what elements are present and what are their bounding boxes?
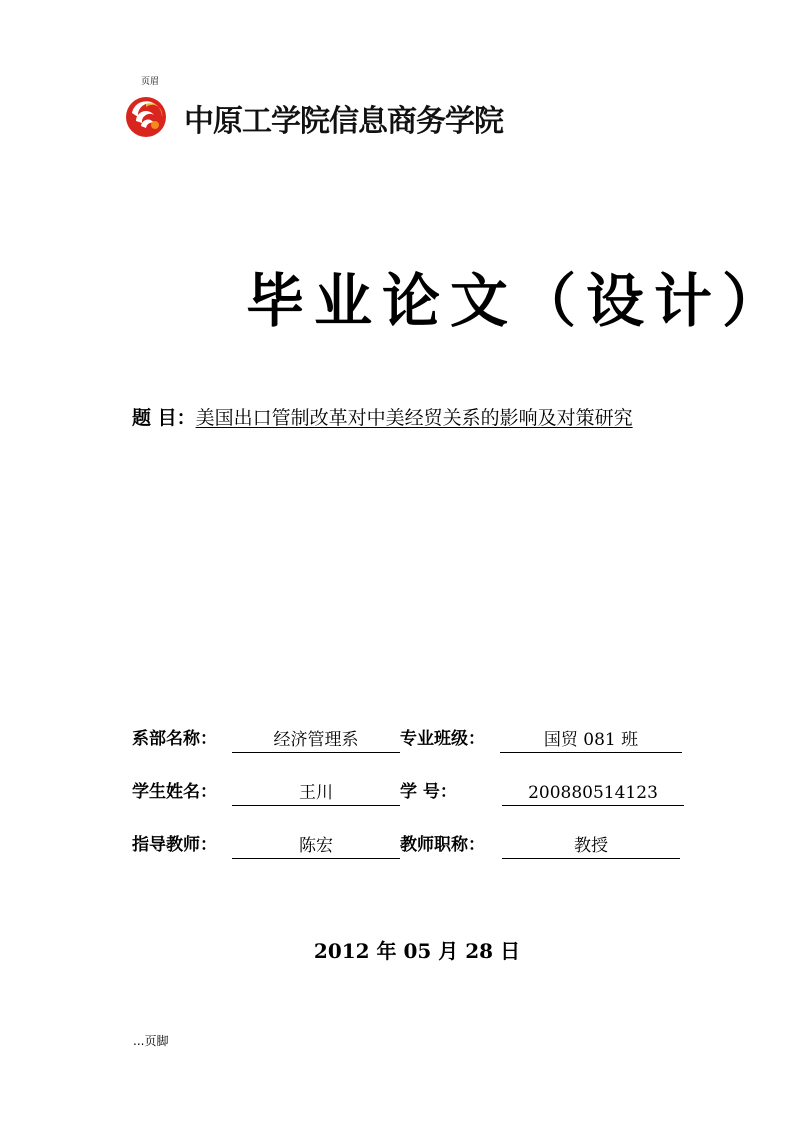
advisor-value: 陈宏 xyxy=(232,834,400,859)
submission-date: 2012 年 05 月 28 日 xyxy=(313,939,521,963)
school-logo-icon xyxy=(124,95,168,139)
advisor-title-label: 教师职称： xyxy=(400,835,485,855)
topic-label: 题 目： xyxy=(132,407,196,429)
student-id-label: 学 号： xyxy=(400,782,457,802)
advisor-label: 指导教师： xyxy=(132,835,217,855)
department-value: 经济管理系 xyxy=(232,728,400,753)
student-label: 学生姓名： xyxy=(132,782,217,802)
document-title: 毕业论文（设计） xyxy=(246,267,791,335)
major-value: 国贸 081 班 xyxy=(500,728,682,753)
topic-value: 美国出口管制改革对中美经贸关系的影响及对策研究 xyxy=(195,407,633,429)
thesis-topic xyxy=(132,404,633,432)
student-id-value: 200880514123 xyxy=(502,781,684,806)
student-value: 王川 xyxy=(232,781,400,806)
footer-label: ...页脚 xyxy=(133,1034,169,1048)
major-label: 专业班级： xyxy=(400,729,485,749)
advisor-title-value: 教授 xyxy=(502,834,680,859)
header-label: 页眉 xyxy=(141,77,160,87)
department-label: 系部名称： xyxy=(132,729,217,749)
school-name: 中原工学院信息商务学院 xyxy=(184,104,503,139)
